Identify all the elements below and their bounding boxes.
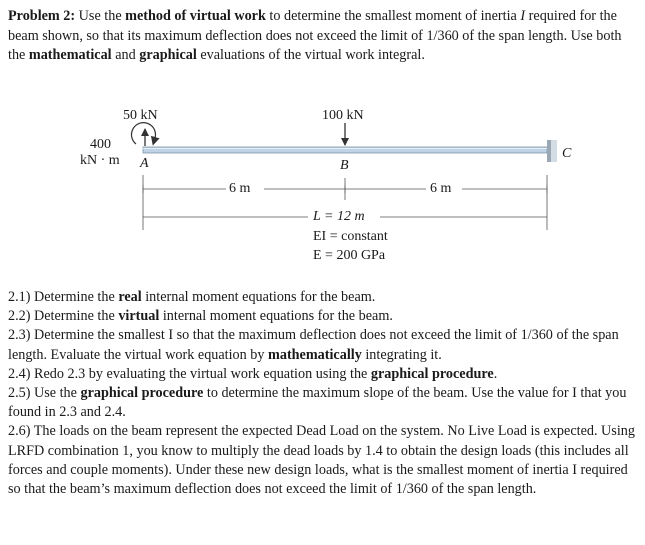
point-b-label: B xyxy=(340,158,349,173)
moment-unit-label: kN · m xyxy=(80,153,120,168)
problem-bold-graphical: graphical xyxy=(139,47,197,64)
span-right-label: 6 m xyxy=(430,181,452,196)
point-a-label: A xyxy=(140,156,149,171)
problem-text-3: required for the beam shown, so that its maximum deflection does not exceed the limit of 1/360 of the span length. Use both the xyxy=(8,8,622,64)
fixed-support-c xyxy=(547,140,557,162)
problem-bold-mathematical: mathematical xyxy=(28,47,112,64)
question-item: 2.1) Determine the real internal moment equations for the beam. xyxy=(8,289,376,305)
load-100kn-label: 100 kN xyxy=(322,108,364,123)
point-c-label: C xyxy=(562,146,572,161)
moment-400-arc xyxy=(131,123,155,144)
question-item: 2.4) Redo 2.3 by evaluating the virtual work equation using the graphical procedure. xyxy=(8,365,498,382)
problem-bold-method: method of virtual work xyxy=(125,8,266,24)
span-left-label: 6 m xyxy=(229,181,251,196)
length-label: L = 12 m xyxy=(313,209,365,224)
question-item: 2.6) The loads on the beam represent the expected Dead Load on the system. No Live Load is expected. Using LRFD combination 1, you know to multiply the dead loads by 1.4 to obtain the design loads (this includes all forces and couple moments). Under these new design loads, what is the smallest moment of inertia I required so that the beam’s maximum deflection does not exceed the limit of 1/360 of the span length. xyxy=(8,423,635,498)
problem-text-5: evaluations of the virtual work integral. xyxy=(196,47,425,64)
question-item: 2.2) Determine the virtual internal moment equations for the beam. xyxy=(8,308,393,325)
problem-text-4: and xyxy=(111,47,140,64)
beam xyxy=(143,147,547,153)
problem-text-2: to determine the smallest moment of inertia xyxy=(265,8,521,24)
question-item: 2.3) Determine the smallest I so that the maximum deflection does not exceed the limit of 1/360 of the span length. Evaluate the virtual work equation by mathematically integrating it. xyxy=(8,327,619,363)
problem-number: Problem 2: xyxy=(8,8,76,24)
problem-var-i: I xyxy=(520,8,526,24)
ei-label: EI = constant xyxy=(313,229,388,244)
problem-text-1: Use the xyxy=(75,8,126,24)
question-item: 2.5) Use the graphical procedure to determine the maximum slope of the beam. Use the value for I that you found in 2.3 and 2.4. xyxy=(8,385,627,421)
load-50kn-label: 50 kN xyxy=(123,108,158,123)
e-label: E = 200 GPa xyxy=(313,248,386,263)
question-list xyxy=(8,288,638,499)
moment-value-label: 400 xyxy=(90,137,111,152)
